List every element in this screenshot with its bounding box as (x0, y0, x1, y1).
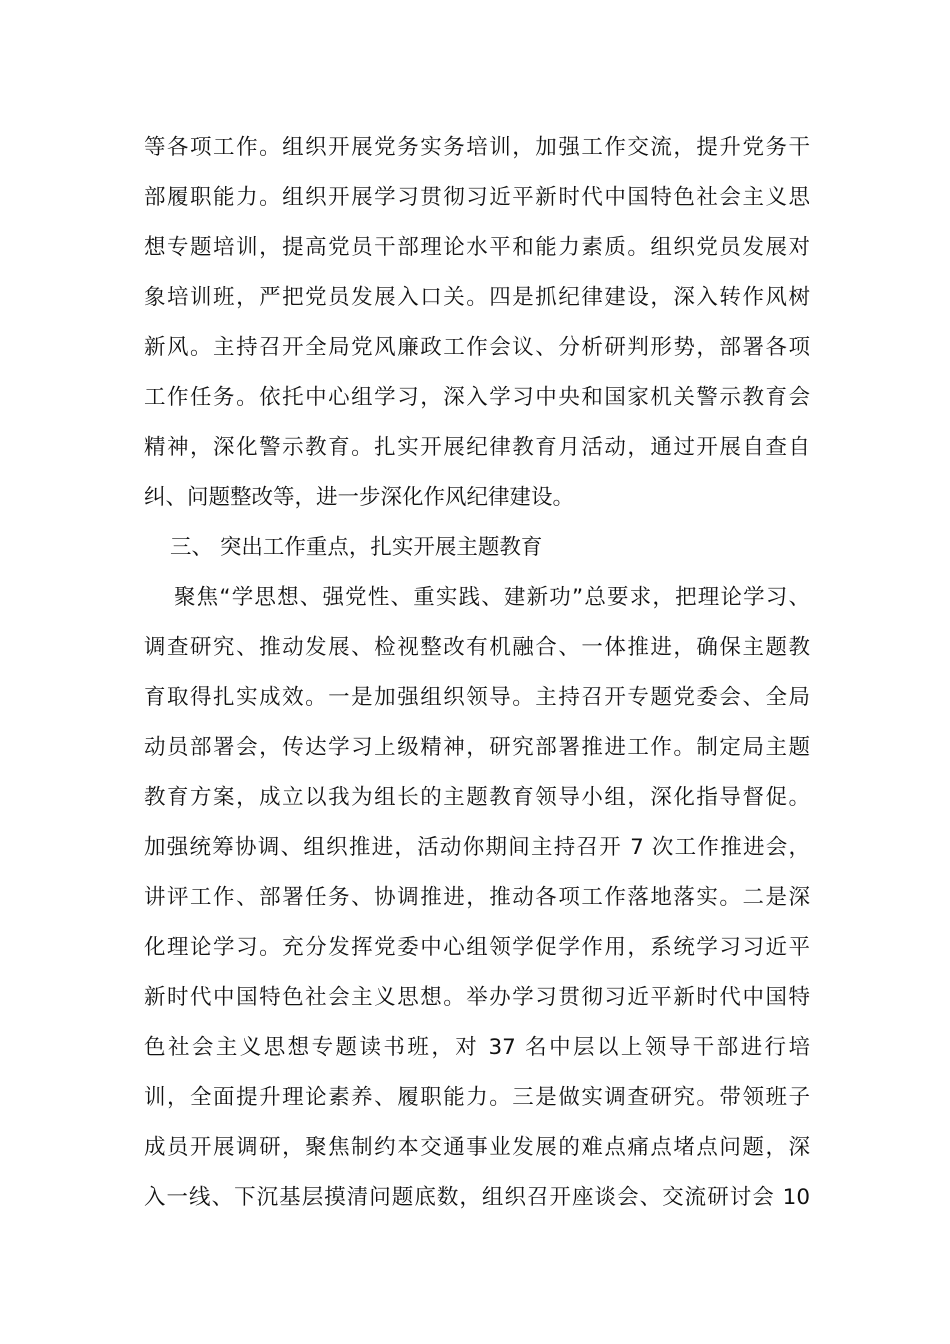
text-line: 训，全面提升理论素养、履职能力。三是做实调查研究。带领班子 (144, 1085, 810, 1110)
text-line: 动员部署会，传达学习上级精神，研究部署推进工作。制定局主题 (144, 735, 810, 760)
text-line: 化理论学习。充分发挥党委中心组领学促学作用，系统学习习近平 (144, 935, 810, 960)
text-line: 新时代中国特色社会主义思想。举办学习贯彻习近平新时代中国特 (144, 985, 810, 1010)
text-line: 工作任务。依托中心组学习，深入学习中央和国家机关警示教育会 (144, 385, 810, 410)
text-line: 纠、问题整改等，进一步深化作风纪律建设。 (144, 485, 575, 510)
text-line: 色社会主义思想专题读书班，对 37 名中层以上领导干部进行培 (144, 1035, 810, 1060)
text-line: 育取得扎实成效。一是加强组织领导。主持召开专题党委会、全局 (144, 685, 810, 710)
text-line: 讲评工作、部署任务、协调推进，推动各项工作落地落实。二是深 (144, 885, 810, 910)
text-line: 部履职能力。组织开展学习贯彻习近平新时代中国特色社会主义思 (144, 185, 810, 210)
text-line: 教育方案，成立以我为组长的主题教育领导小组，深化指导督促。 (144, 785, 810, 810)
text-line: 调查研究、推动发展、检视整改有机融合、一体推进，确保主题教 (144, 635, 810, 660)
text-line: 象培训班，严把党员发展入口关。四是抓纪律建设，深入转作风树 (144, 285, 810, 310)
text-line: 加强统筹协调、组织推进，活动你期间主持召开 7 次工作推进会， (144, 835, 810, 860)
section-heading: 三、 突出工作重点，扎实开展主题教育 (170, 535, 543, 560)
text-line: 新风。主持召开全局党风廉政工作会议、分析研判形势，部署各项 (144, 335, 810, 360)
text-line: 聚焦“学思想、强党性、重实践、建新功”总要求，把理论学习、 (174, 585, 810, 610)
text-line: 成员开展调研，聚焦制约本交通事业发展的难点痛点堵点问题，深 (144, 1135, 810, 1160)
text-line: 入一线、下沉基层摸清问题底数，组织召开座谈会、交流研讨会 10 (144, 1185, 810, 1210)
text-line: 等各项工作。组织开展党务实务培训，加强工作交流，提升党务干 (144, 135, 810, 160)
text-line: 精神，深化警示教育。扎实开展纪律教育月活动，通过开展自查自 (144, 435, 810, 460)
text-line: 想专题培训，提高党员干部理论水平和能力素质。组织党员发展对 (144, 235, 810, 260)
